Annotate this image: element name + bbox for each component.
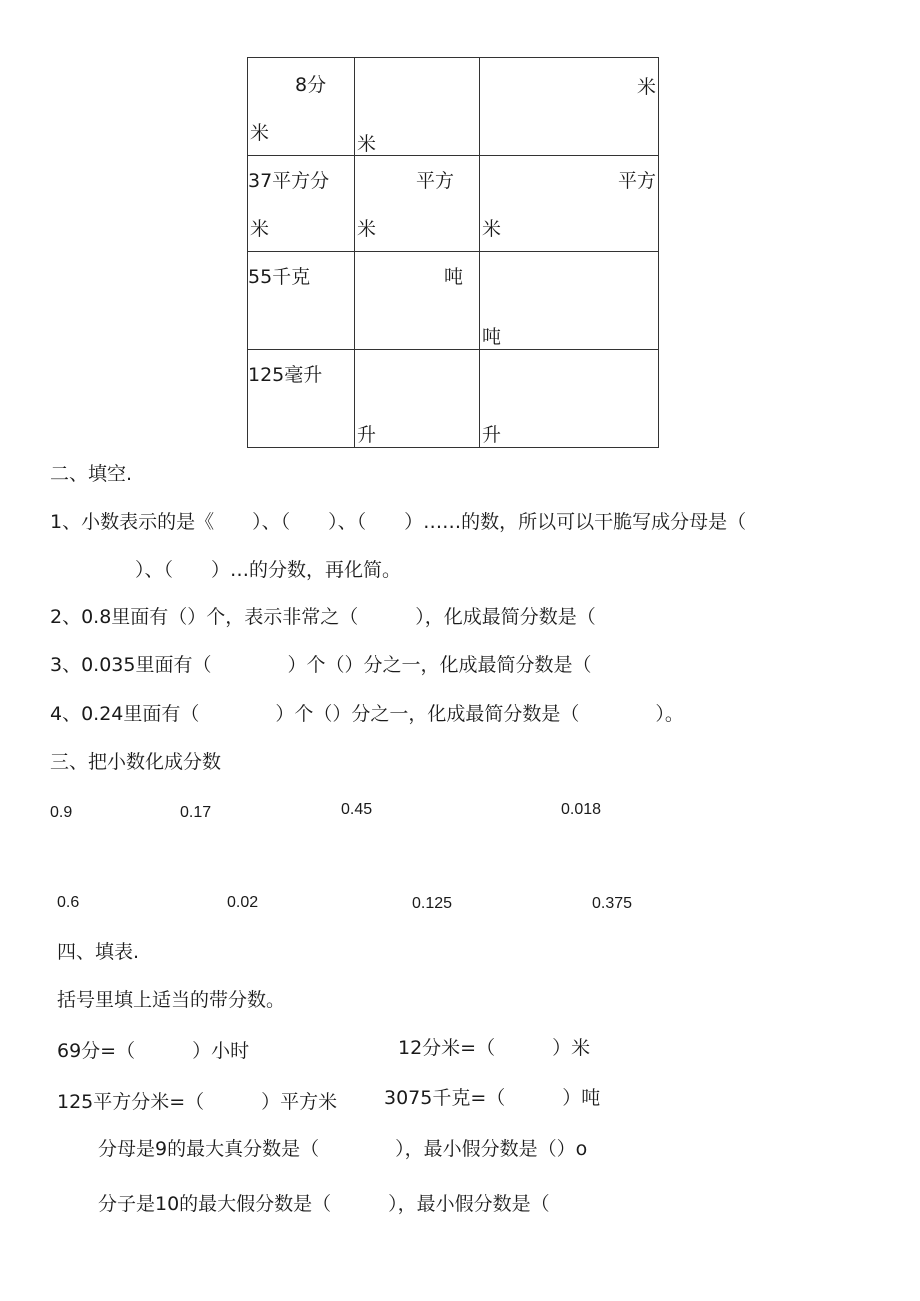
cell-text: 升 xyxy=(482,424,502,446)
decimal-item: 0.9 xyxy=(50,804,73,821)
question-line: ）、（ ）…的分数，再化简。 xyxy=(135,559,402,581)
instruction-text: 括号里填上适当的带分数。 xyxy=(57,989,286,1011)
cell-text: 米 xyxy=(250,218,270,240)
cell-text: 125毫升 xyxy=(248,364,323,386)
section-heading: 四、填表. xyxy=(57,941,140,963)
decimal-item: 0.02 xyxy=(227,894,259,911)
conversion-table xyxy=(247,57,659,448)
cell-text: 吨 xyxy=(482,326,502,348)
cell-text: 米 xyxy=(357,218,377,240)
question-line: 分子是10的最大假分数是（ ），最小假分数是（ xyxy=(98,1193,550,1215)
question-line: 3、0.035里面有（ ）个（）分之一，化成最简分数是（ xyxy=(50,654,592,676)
table-cell xyxy=(480,156,659,252)
section-heading: 二、填空. xyxy=(50,463,133,485)
decimal-item: 0.6 xyxy=(57,894,80,911)
table-cell xyxy=(248,58,355,156)
question-line: 1、小数表示的是《 ）、（ ）、（ ）……的数，所以可以干脆写成分母是（ xyxy=(50,511,747,533)
cell-text: 8分 xyxy=(295,74,327,96)
table-cell xyxy=(248,156,355,252)
table-row xyxy=(248,350,659,448)
question-line: 2、0.8里面有（）个，表示非常之（ ），化成最简分数是（ xyxy=(50,606,596,628)
table-cell xyxy=(355,350,480,448)
decimal-item: 0.018 xyxy=(561,801,602,818)
question-line: 3075千克=（ ）吨 xyxy=(384,1087,601,1109)
cell-text: 米 xyxy=(250,122,270,144)
decimal-item: 0.17 xyxy=(180,804,212,821)
cell-text: 平方 xyxy=(617,170,656,192)
cell-text: 米 xyxy=(636,76,656,98)
section-heading: 三、把小数化成分数 xyxy=(50,751,222,773)
table-row xyxy=(248,58,659,156)
decimal-item: 0.125 xyxy=(412,895,453,912)
table-cell xyxy=(480,58,659,156)
question-line: 分母是9的最大真分数是（ ），最小假分数是（）o xyxy=(98,1138,588,1160)
cell-text: 升 xyxy=(357,424,377,446)
table-cell xyxy=(355,156,480,252)
table-row xyxy=(248,252,659,350)
decimal-item: 0.375 xyxy=(592,895,633,912)
cell-text: 米 xyxy=(357,133,377,155)
cell-text: 55千克 xyxy=(248,266,311,288)
table-cell xyxy=(355,252,480,350)
question-line: 69分=（ ）小时 xyxy=(57,1040,250,1062)
decimal-item: 0.45 xyxy=(341,801,373,818)
table-cell xyxy=(480,252,659,350)
cell-text: 37平方分 xyxy=(248,170,330,192)
table-cell xyxy=(248,350,355,448)
question-line: 125平方分米=（ ）平方米 xyxy=(57,1091,338,1113)
cell-text: 平方 xyxy=(415,170,454,192)
table-row xyxy=(248,156,659,252)
cell-text: 吨 xyxy=(443,266,463,288)
cell-text: 米 xyxy=(482,218,502,240)
question-line: 12分米=（ ）米 xyxy=(398,1037,591,1059)
table-cell xyxy=(355,58,480,156)
question-line: 4、0.24里面有（ ）个（）分之一，化成最简分数是（ ）。 xyxy=(50,703,684,725)
table-cell xyxy=(248,252,355,350)
table-cell xyxy=(480,350,659,448)
